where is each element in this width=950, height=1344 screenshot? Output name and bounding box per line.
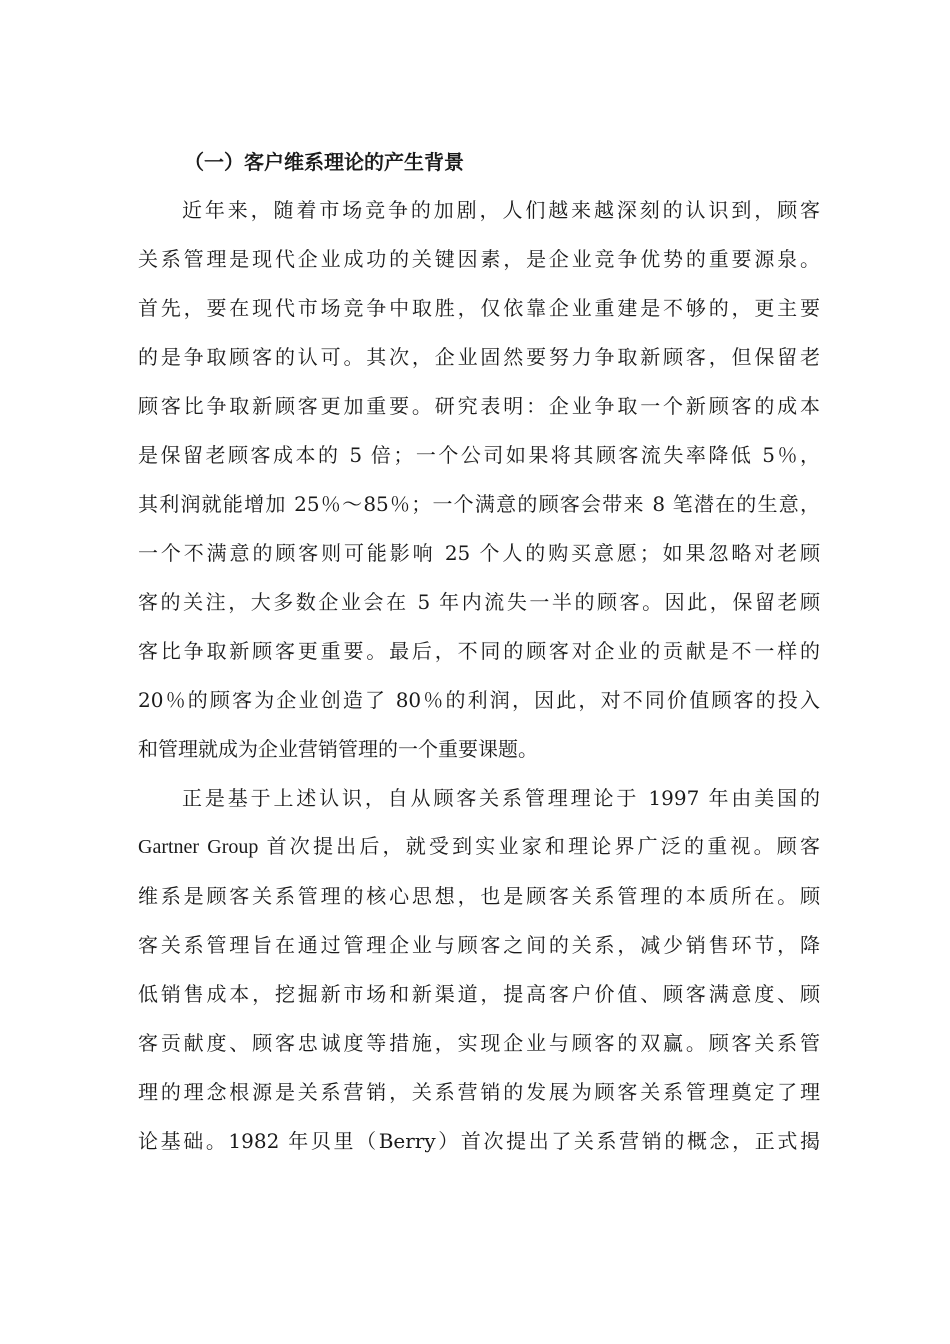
text-line: 的是争取顾客的认可。其次，企业固然要努力争取新顾客，但保留老: [138, 345, 820, 369]
paragraph-2: [138, 774, 820, 1166]
text-line: 客贡献度、顾客忠诚度等措施，实现企业与顾客的双赢。顾客关系管: [138, 1031, 820, 1055]
text-line: 客关系管理旨在通过管理企业与顾客之间的关系，减少销售环节，降: [138, 933, 820, 957]
text-line: 客比争取新顾客更重要。最后，不同的顾客对企业的贡献是不一样的: [138, 639, 820, 663]
paragraph-1: [138, 186, 820, 774]
text-line: Gartner Group 首次提出后，就受到实业家和理论界广泛的重视。顾客: [138, 836, 820, 858]
text-line: 和管理就成为企业营销管理的一个重要课题。: [138, 737, 538, 761]
text-line: 低销售成本，挖掘新市场和新渠道，提高客户价值、顾客满意度、顾: [138, 982, 820, 1006]
text-line: 20％的顾客为企业创造了 80％的利润，因此，对不同价值顾客的投入: [138, 688, 820, 712]
text-line: 是保留老顾客成本的 5 倍；一个公司如果将其顾客流失率降低 5％，: [138, 443, 820, 467]
text-line: 论基础。1982 年贝里（Berry）首次提出了关系营销的概念，正式揭: [138, 1129, 820, 1153]
document-body: [138, 138, 820, 1166]
text-line: 首先，要在现代市场竞争中取胜，仅依靠企业重建是不够的，更主要: [138, 296, 820, 320]
text-line: 一个不满意的顾客则可能影响 25 个人的购买意愿；如果忽略对老顾: [138, 541, 820, 565]
text-line: 理的理念根源是关系营销，关系营销的发展为顾客关系管理奠定了理: [138, 1080, 820, 1104]
text-line: 维系是顾客关系管理的核心思想，也是顾客关系管理的本质所在。顾: [138, 884, 820, 908]
text-line: 正是基于上述认识，自从顾客关系管理理论于 1997 年由美国的: [182, 786, 820, 810]
text-line: 顾客比争取新顾客更加重要。研究表明：企业争取一个新顾客的成本: [138, 394, 820, 418]
text-line: 关系管理是现代企业成功的关键因素，是企业竞争优势的重要源泉。: [138, 247, 820, 271]
text-line: 客的关注，大多数企业会在 5 年内流失一半的顾客。因此，保留老顾: [138, 590, 820, 614]
text-line: 近年来，随着市场竞争的加剧，人们越来越深刻的认识到，顾客: [182, 198, 820, 222]
section-heading: （一）客户维系理论的产生背景: [184, 150, 464, 174]
text-line: 其利润就能增加 25％～85％；一个满意的顾客会带来 8 笔潜在的生意，: [138, 492, 820, 516]
